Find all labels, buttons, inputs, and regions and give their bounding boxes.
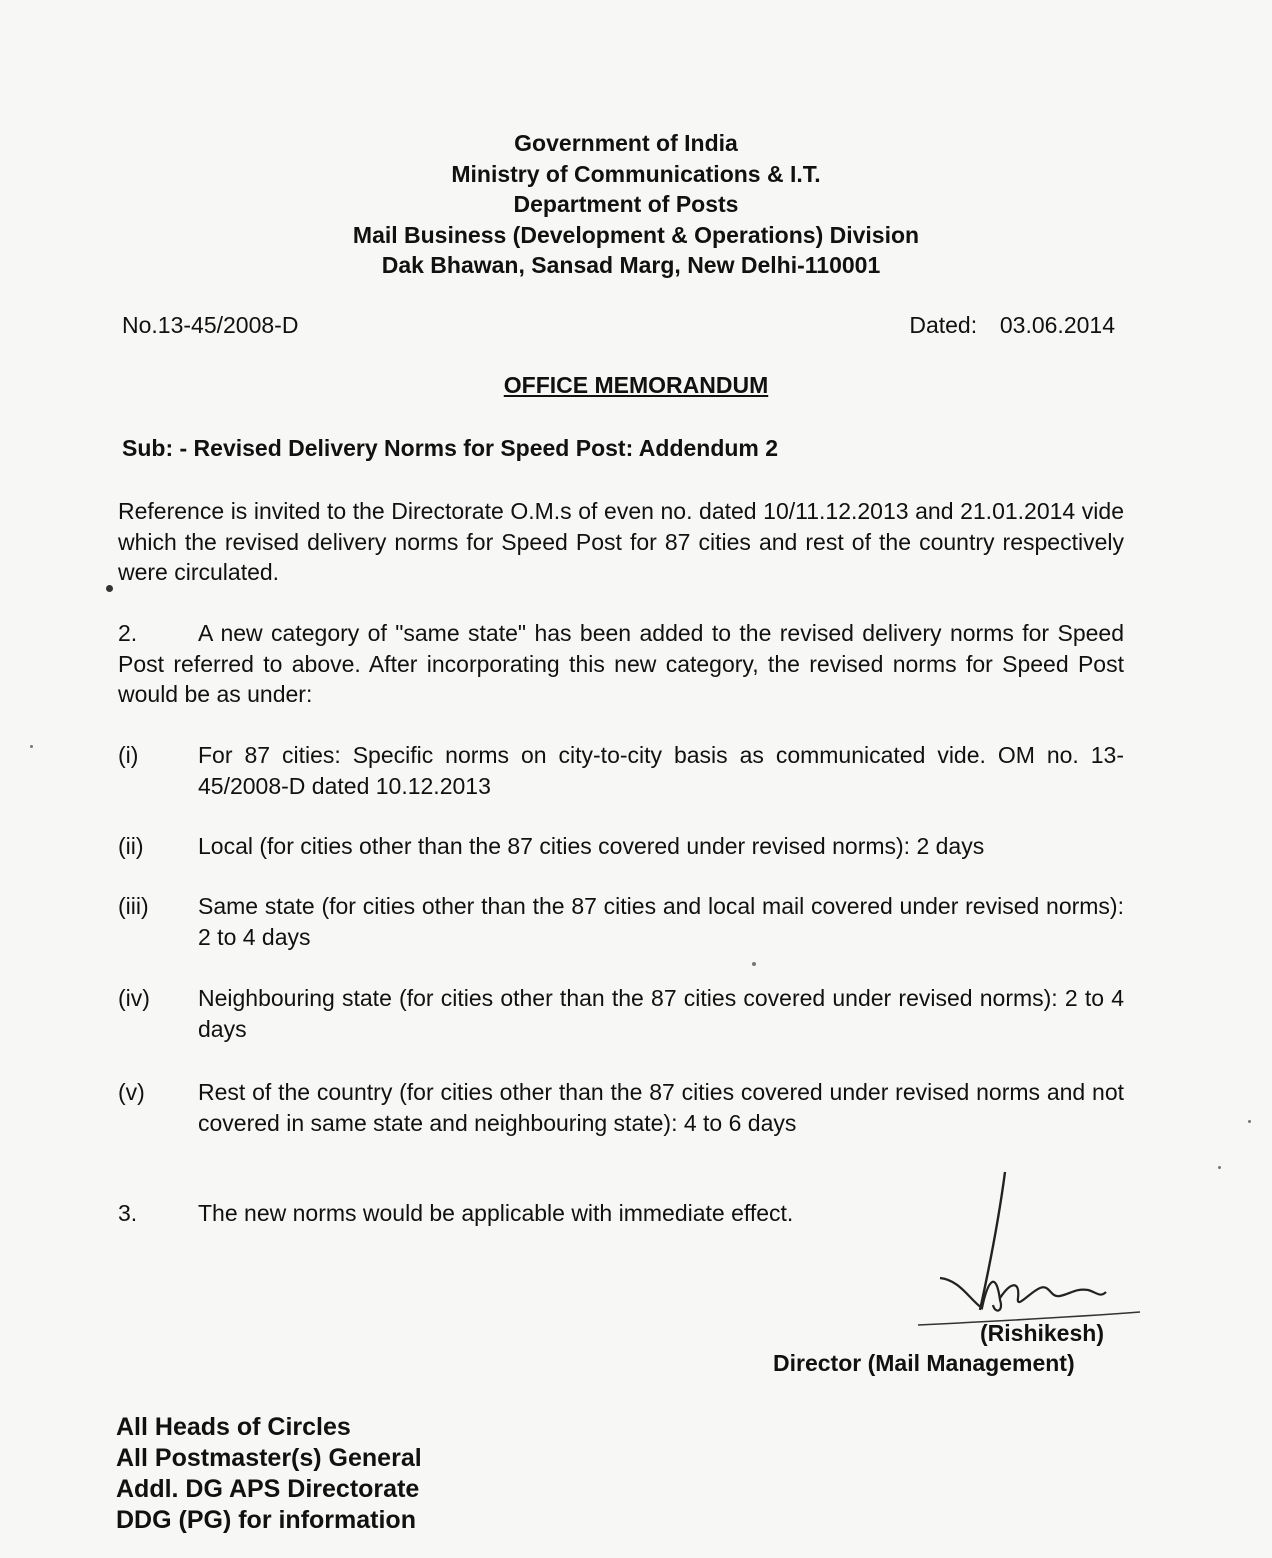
distribution-item: Addl. DG APS Directorate (116, 1475, 420, 1503)
distribution-item: DDG (PG) for information (116, 1506, 416, 1534)
memo-title (0, 372, 1272, 399)
scan-speck (752, 962, 756, 966)
signatory-name: (Rishikesh) (980, 1320, 1104, 1346)
letterhead-government: Government of India (514, 130, 738, 156)
norm-marker: (v) (118, 1079, 145, 1105)
memo-date: 03.06.2014 (999, 312, 1115, 338)
scan-speck (1218, 1166, 1221, 1169)
norm-marker: (iii) (118, 893, 149, 919)
memo-date-label: Dated: (909, 312, 978, 338)
reference-line (122, 312, 1115, 339)
signatory-designation: Director (Mail Management) (773, 1350, 1075, 1376)
scan-speck (1248, 1120, 1251, 1123)
paragraph-3-number: 3. (118, 1200, 138, 1226)
paragraph-3-text: The new norms would be applicable with immediate effect. (198, 1200, 794, 1226)
signature (900, 1160, 1160, 1340)
letterhead (0, 128, 1272, 281)
scan-speck (106, 585, 113, 592)
norm-text: Rest of the country (for cities other than the 87 cities covered under revised norms and not covered in same state and neighbouring state): 4 to 6 days (198, 1079, 1124, 1136)
letterhead-department: Department of Posts (513, 191, 739, 217)
norm-item (118, 831, 1124, 862)
norm-marker: (i) (118, 742, 139, 768)
memo-subject: Sub: - Revised Delivery Norms for Speed Post: Addendum 2 (122, 435, 779, 461)
norm-item (118, 983, 1124, 1044)
paragraph-1: Reference is invited to the Directorate O.M.s of even no. dated 10/11.12.2013 and 21.01.2014 vide which the revised delivery norms for Speed Post for 87 cities and rest of the country respectively were circulated. (118, 498, 1124, 585)
scan-speck (30, 745, 33, 748)
letterhead-address: Dak Bhawan, Sansad Marg, New Delhi-110001 (381, 252, 881, 278)
memo-date-group (909, 312, 1115, 339)
distribution-list (116, 1412, 422, 1536)
norm-marker: (iv) (118, 985, 150, 1011)
norm-text: Local (for cities other than the 87 cities covered under revised norms): 2 days (198, 833, 985, 859)
norm-item (118, 740, 1124, 801)
letterhead-ministry: Ministry of Communications & I.T. (451, 160, 821, 187)
norm-text: Same state (for cities other than the 87 cities and local mail covered under revised norms): 2 to 4 days (198, 893, 1124, 950)
norm-item (118, 891, 1124, 952)
norm-text: Neighbouring state (for cities other than the 87 cities covered under revised norms): 2 to 4 days (198, 985, 1124, 1042)
paragraph-2 (118, 618, 1124, 710)
norm-marker: (ii) (118, 833, 144, 859)
norm-text: For 87 cities: Specific norms on city-to-city basis as communicated vide. OM no. 13-45/2008-D dated 10.12.2013 (198, 742, 1124, 799)
norm-item (118, 1077, 1124, 1138)
paragraph-2-text: A new category of "same state" has been added to the revised delivery norms for Speed Post referred to above. After incorporating this new category, the revised norms for Speed Post would be as under: (118, 620, 1124, 707)
paragraph-2-number: 2. (118, 620, 138, 646)
letterhead-division: Mail Business (Development & Operations) Division (352, 221, 920, 248)
distribution-item: All Postmaster(s) General (116, 1444, 422, 1472)
distribution-item: All Heads of Circles (116, 1413, 351, 1441)
signature-scribble (900, 1160, 1160, 1340)
memo-number: No.13-45/2008-D (122, 312, 299, 338)
memo-title-text: OFFICE MEMORANDUM (503, 372, 769, 398)
